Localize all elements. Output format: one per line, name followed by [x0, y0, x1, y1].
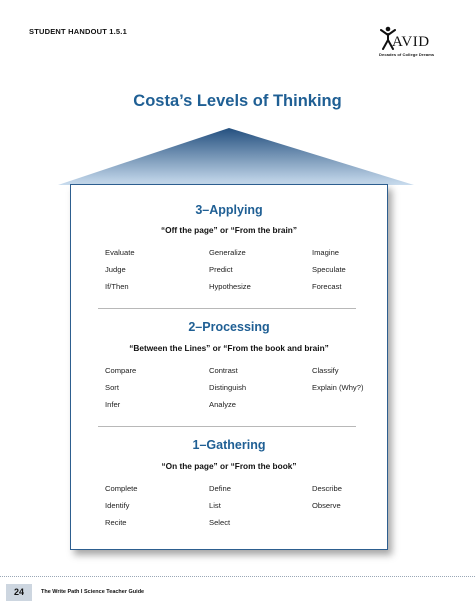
level-1-subtitle: “On the page” or “From the book”: [161, 461, 297, 471]
handout-label: STUDENT HANDOUT 1.5.1: [29, 27, 127, 36]
section-divider: [98, 308, 356, 309]
level-3-word: Generalize: [209, 248, 246, 257]
level-2-word: Contrast: [209, 366, 238, 375]
level-3-word: Forecast: [312, 282, 342, 291]
level-2-subtitle: “Between the Lines” or “From the book and brain”: [129, 343, 329, 353]
logo-tagline: Decades of College Dreams: [379, 52, 435, 57]
level-2-word: Sort: [105, 383, 119, 392]
level-1-word: Select: [209, 518, 231, 527]
level-1-word: List: [209, 501, 221, 510]
level-2-word: Classify: [312, 366, 339, 375]
footer-book-title: The Write Path I Science Teacher Guide: [41, 589, 145, 595]
level-1-heading: 1–Gathering: [192, 438, 266, 452]
level-3-word: Judge: [105, 265, 126, 274]
level-2-word: Infer: [105, 400, 121, 409]
level-1-word: Recite: [105, 518, 127, 527]
level-2-word: Explain (Why?): [312, 383, 364, 392]
level-1-word: Complete: [105, 484, 138, 493]
level-1-word: Observe: [312, 501, 341, 510]
level-1-word: Define: [209, 484, 231, 493]
level-3-word: Evaluate: [105, 248, 135, 257]
level-3-word: Predict: [209, 265, 233, 274]
level-3-word: Hypothesize: [209, 282, 251, 291]
footer-rule: [0, 576, 475, 577]
level-1-word: Describe: [312, 484, 342, 493]
level-2-word: Analyze: [209, 400, 237, 409]
level-2-word: Compare: [105, 366, 137, 375]
page-number: 24: [6, 584, 32, 601]
level-2-heading: 2–Processing: [188, 320, 270, 334]
logo-wordmark: AVID: [392, 34, 430, 50]
section-divider: [98, 426, 356, 427]
level-1-word: Identify: [105, 501, 130, 510]
level-2-word: Distinguish: [209, 383, 247, 392]
level-3-subtitle: “Off the page” or “From the brain”: [161, 225, 297, 235]
level-3-word: Imagine: [312, 248, 340, 257]
level-3-word: If/Then: [105, 282, 129, 291]
avid-logo: [378, 24, 450, 60]
level-3-heading: 3–Applying: [195, 203, 263, 217]
page-title: Costa’s Levels of Thinking: [133, 92, 342, 110]
level-3-word: Speculate: [312, 265, 346, 274]
